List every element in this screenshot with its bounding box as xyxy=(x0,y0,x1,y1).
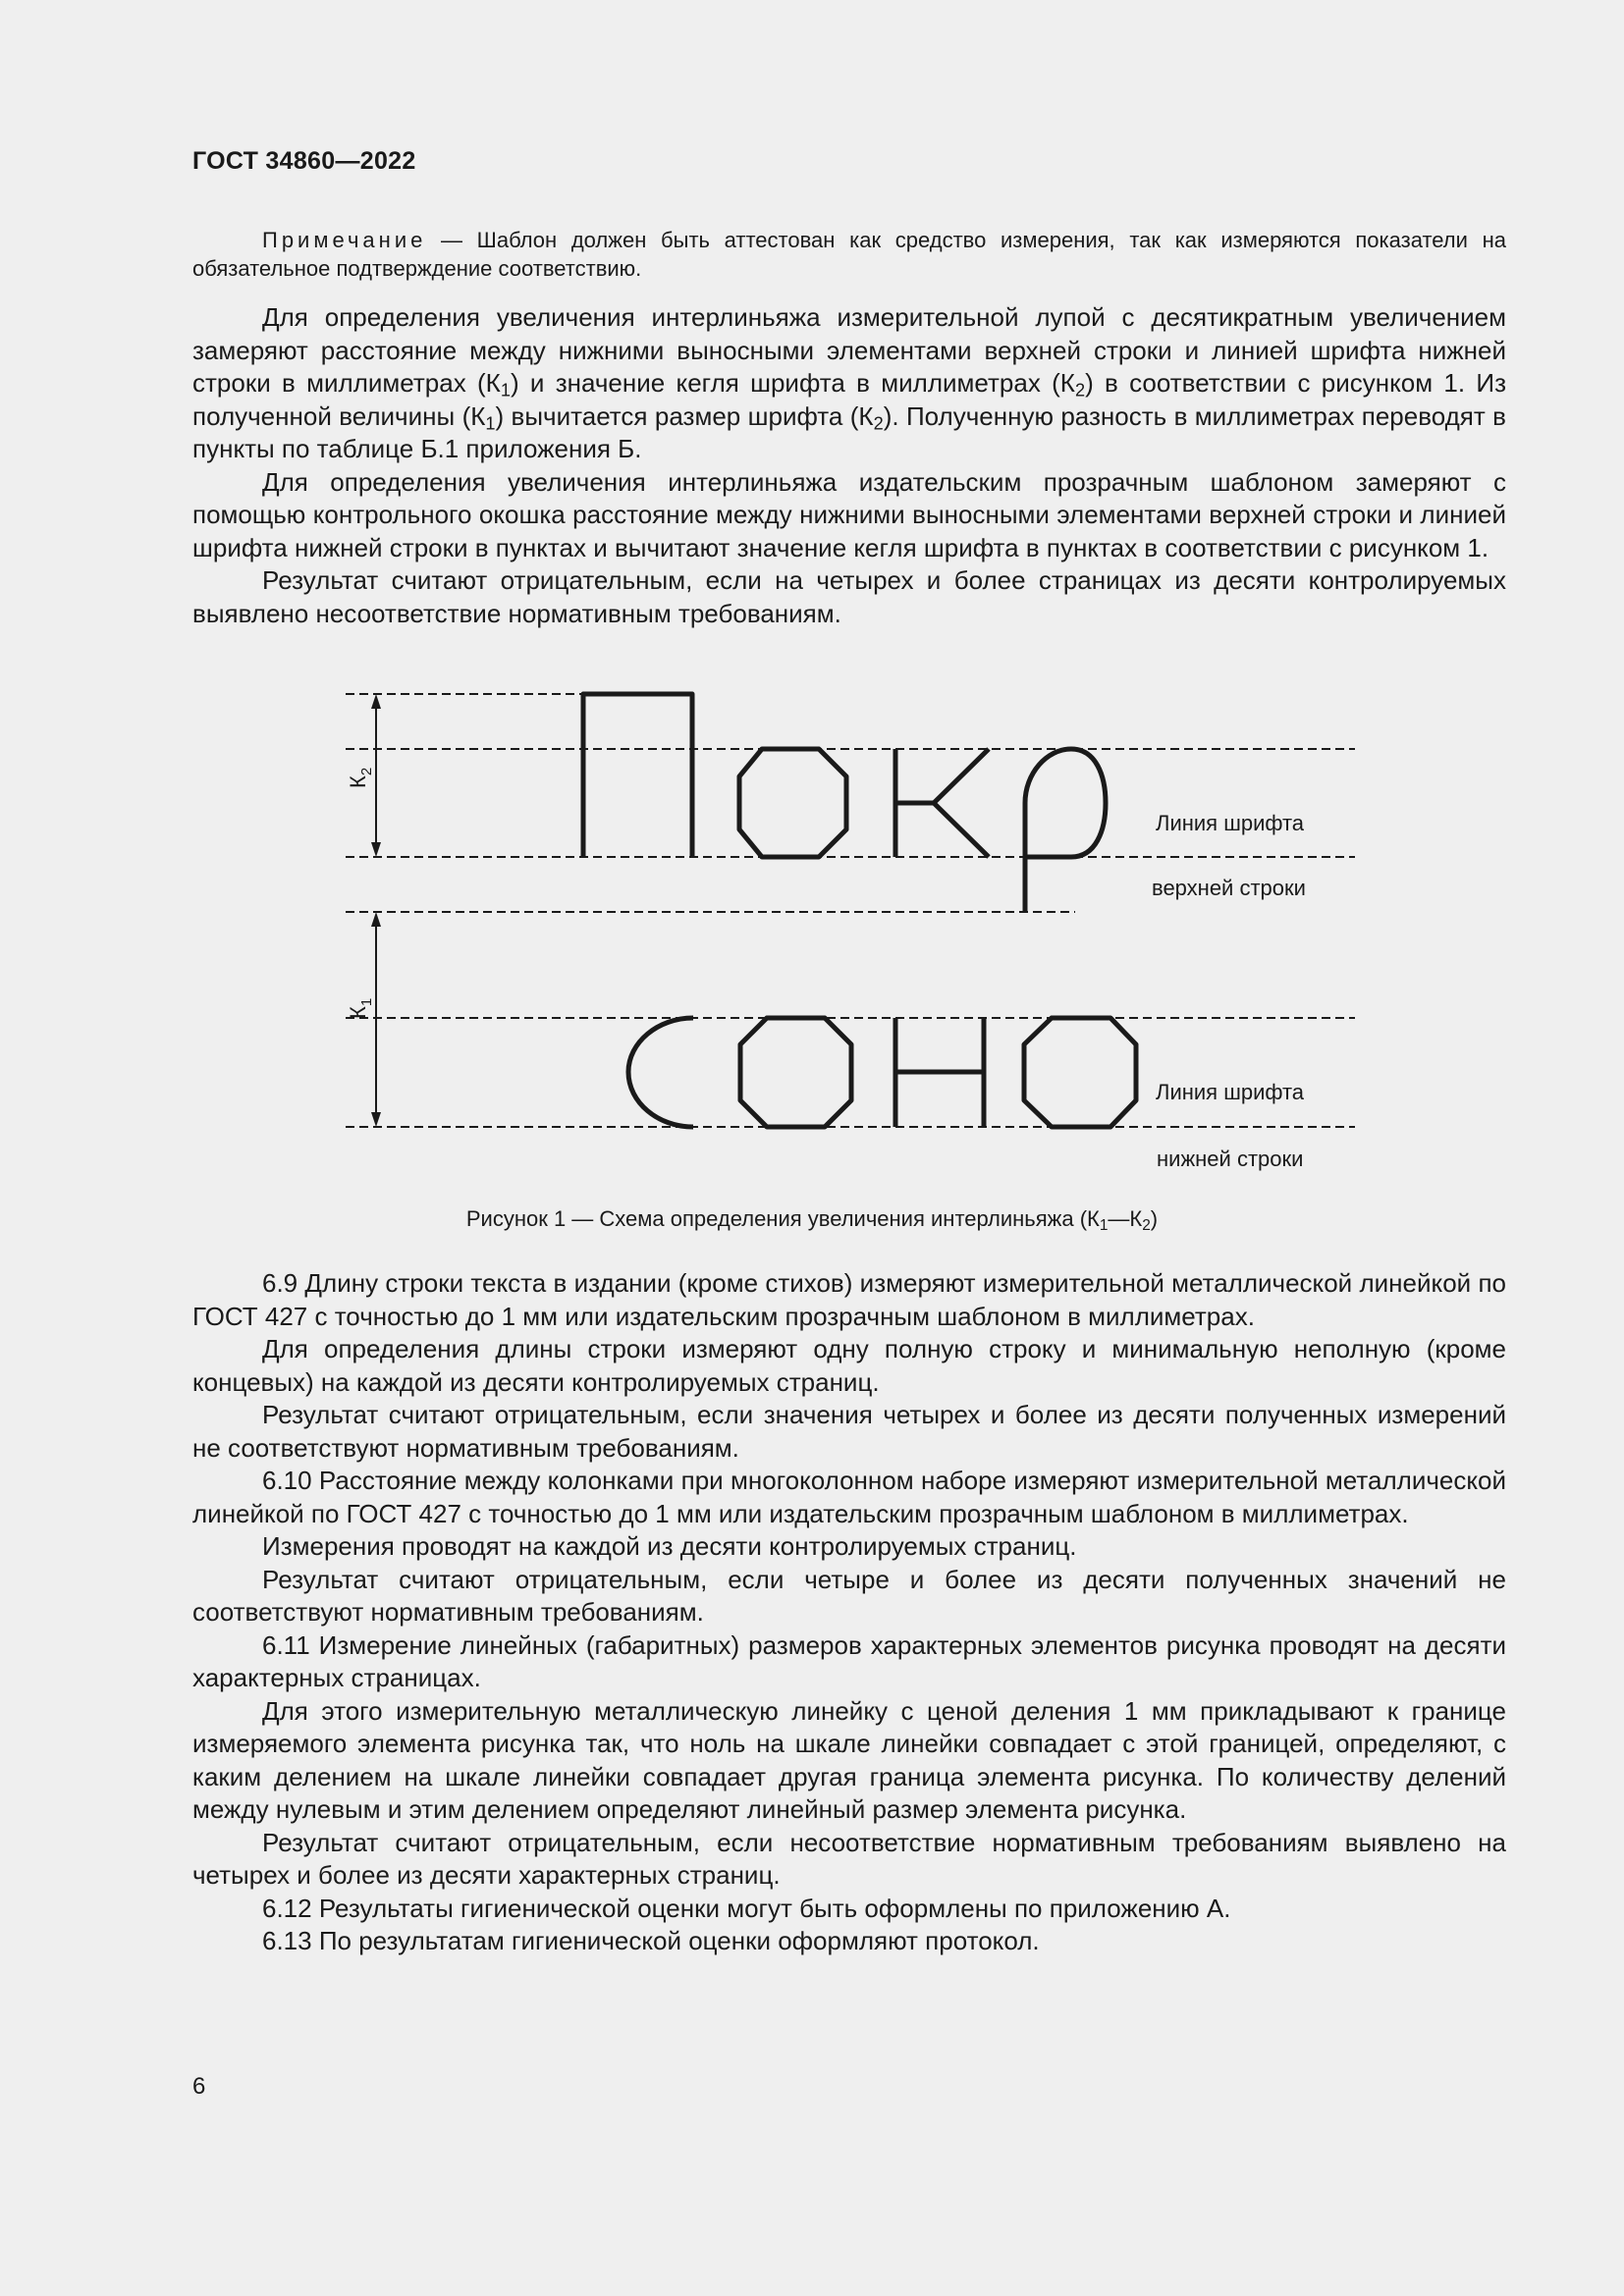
subscript: 2 xyxy=(1142,1216,1151,1234)
text-block-bottom xyxy=(192,1267,1506,1958)
glyph-k xyxy=(895,749,989,857)
text-run: ) и значение кегля шрифта в миллиметрах (К xyxy=(510,368,1075,398)
paragraph: Результат считают отрицательным, если четыре и более из десяти полученных значений не соответствуют нормативным требованиям. xyxy=(192,1564,1506,1627)
paragraph: Результат считают отрицательным, если значения четырех и более из десяти полученных измерений не соответствуют нормативным требованиям. xyxy=(192,1400,1506,1463)
paragraph xyxy=(192,301,1506,466)
caption-text: Рисунок 1 — Схема определения увеличения интерлиньяжа (К xyxy=(465,1206,1100,1231)
glyph-o xyxy=(740,1018,851,1127)
glyph-o xyxy=(1024,1018,1136,1127)
paragraph: 6.10 Расстояние между колонками при многоколонном наборе измеряют измерительной металлической линейкой по ГОСТ 427 с точностью до 1 мм или издательским прозрачным шаблоном в миллиметрах. xyxy=(192,1466,1506,1528)
paragraph: 6.9 Длину строки текста в издании (кроме стихов) измеряют измерительной металлической линейкой по ГОСТ 427 с точностью до 1 мм или издательским прозрачным шаблоном в миллиметрах. xyxy=(192,1268,1506,1331)
glyph-P xyxy=(583,694,692,857)
paragraph: 6.11 Измерение линейных (габаритных) размеров характерных элементов рисунка проводят на десяти характерных страницах. xyxy=(192,1629,1506,1692)
note-paragraph xyxy=(192,226,1506,283)
paragraph: Для определения длины строки измеряют одну полную строку и минимальную неполную (кроме концевых) на каждой из десяти контролируемых страниц. xyxy=(192,1334,1506,1397)
page-number: 6 xyxy=(192,2073,206,2100)
lower-word-glyphs xyxy=(628,1018,1136,1127)
note-text: — Шаблон должен быть аттестован как средство измерения, так как измеряются показатели на обязательное подтверждение соответствию. xyxy=(192,228,1506,281)
arrow-head xyxy=(371,912,381,927)
arrow-head xyxy=(371,842,381,857)
note xyxy=(192,226,1506,283)
arrow-head xyxy=(371,1112,381,1127)
subscript: 2 xyxy=(873,413,884,434)
text-run: ) в соответствии с рисунком 1. Из полученной величины (К xyxy=(192,368,1507,431)
subscript: 2 xyxy=(1074,380,1086,400)
dimension-arrows xyxy=(371,694,381,1127)
k2-label: $К_2$ xyxy=(346,767,375,788)
text-run: ) вычитается размер шрифта (К xyxy=(495,400,874,431)
text-run: Для определения увеличения интерлиньяжа измерительной лупой с десятикратным увеличением замеряют расстояние между нижними выносными элементами верхней строки и линией шрифта нижней строки в миллиметрах (К xyxy=(192,302,1506,398)
paragraph: Результат считают отрицательным, если на четырех и более страницах из десяти контролируемых выявлено несоответствие нормативным требованиям. xyxy=(192,565,1506,628)
note-label: Примечание xyxy=(262,228,427,252)
upper-line-label-1: Линия шрифта xyxy=(1156,811,1305,835)
caption-text: ) xyxy=(1150,1206,1159,1231)
line-labels xyxy=(1152,811,1306,1171)
upper-line-label-2: верхней строки xyxy=(1152,876,1306,900)
subscript: 1 xyxy=(1099,1216,1109,1234)
paragraph: Результат считают отрицательным, если несоответствие нормативным требованиям выявлено на четырех и более из десяти характерных страниц. xyxy=(192,1827,1506,1890)
subscript: 1 xyxy=(500,380,511,400)
paragraph: Для определения увеличения интерлиньяжа издательским прозрачным шаблоном замеряют с помощью контрольного окошка расстояние между нижними выносными элементами верхней строки и линией шрифта нижней строки в пунктах и вычитают значение кегля шрифта в пунктах в соответствии с рисунком 1. xyxy=(192,466,1506,562)
paragraph: 6.13 По результатам гигиенической оценки оформляют протокол. xyxy=(262,1926,1040,1955)
figure-caption xyxy=(0,1206,1624,1232)
text-run: ). Полученную разность в миллиметрах переводят в пункты по таблице Б.1 приложения Б. xyxy=(192,400,1506,463)
subscript: 1 xyxy=(485,413,496,434)
glyph-r xyxy=(1025,749,1106,912)
glyph-n xyxy=(895,1018,984,1127)
glyph-s xyxy=(628,1018,693,1127)
lower-line-label-1: Линия шрифта xyxy=(1156,1080,1305,1104)
paragraph: Для этого измерительную металлическую линейку с ценой деления 1 мм прикладывают к границе измеряемого элемента рисунка так, что ноль на шкале линейки совпадает с этой границей, определяют, с каким делением на шкале линейки совпадает другая граница элемента рисунка. По количеству делений между нулевым и этим делением определяют линейный размер элемента рисунка. xyxy=(192,1695,1506,1824)
upper-word-glyphs xyxy=(583,694,1106,912)
lower-line-label-2: нижней строки xyxy=(1157,1147,1304,1171)
paragraph: 6.12 Результаты гигиенической оценки могут быть оформлены по приложению А. xyxy=(262,1893,1231,1923)
document-header: ГОСТ 34860—2022 xyxy=(192,147,416,175)
figure-1 xyxy=(0,677,1624,1227)
text-block-top xyxy=(192,301,1506,630)
paragraph: Измерения проводят на каждой из десяти контролируемых страниц. xyxy=(262,1531,1077,1561)
arrow-head xyxy=(371,694,381,709)
caption-text: —К xyxy=(1108,1206,1143,1231)
k1-label: $К_1$ xyxy=(346,997,375,1019)
dimension-labels xyxy=(346,768,375,1019)
glyph-o xyxy=(739,749,846,857)
